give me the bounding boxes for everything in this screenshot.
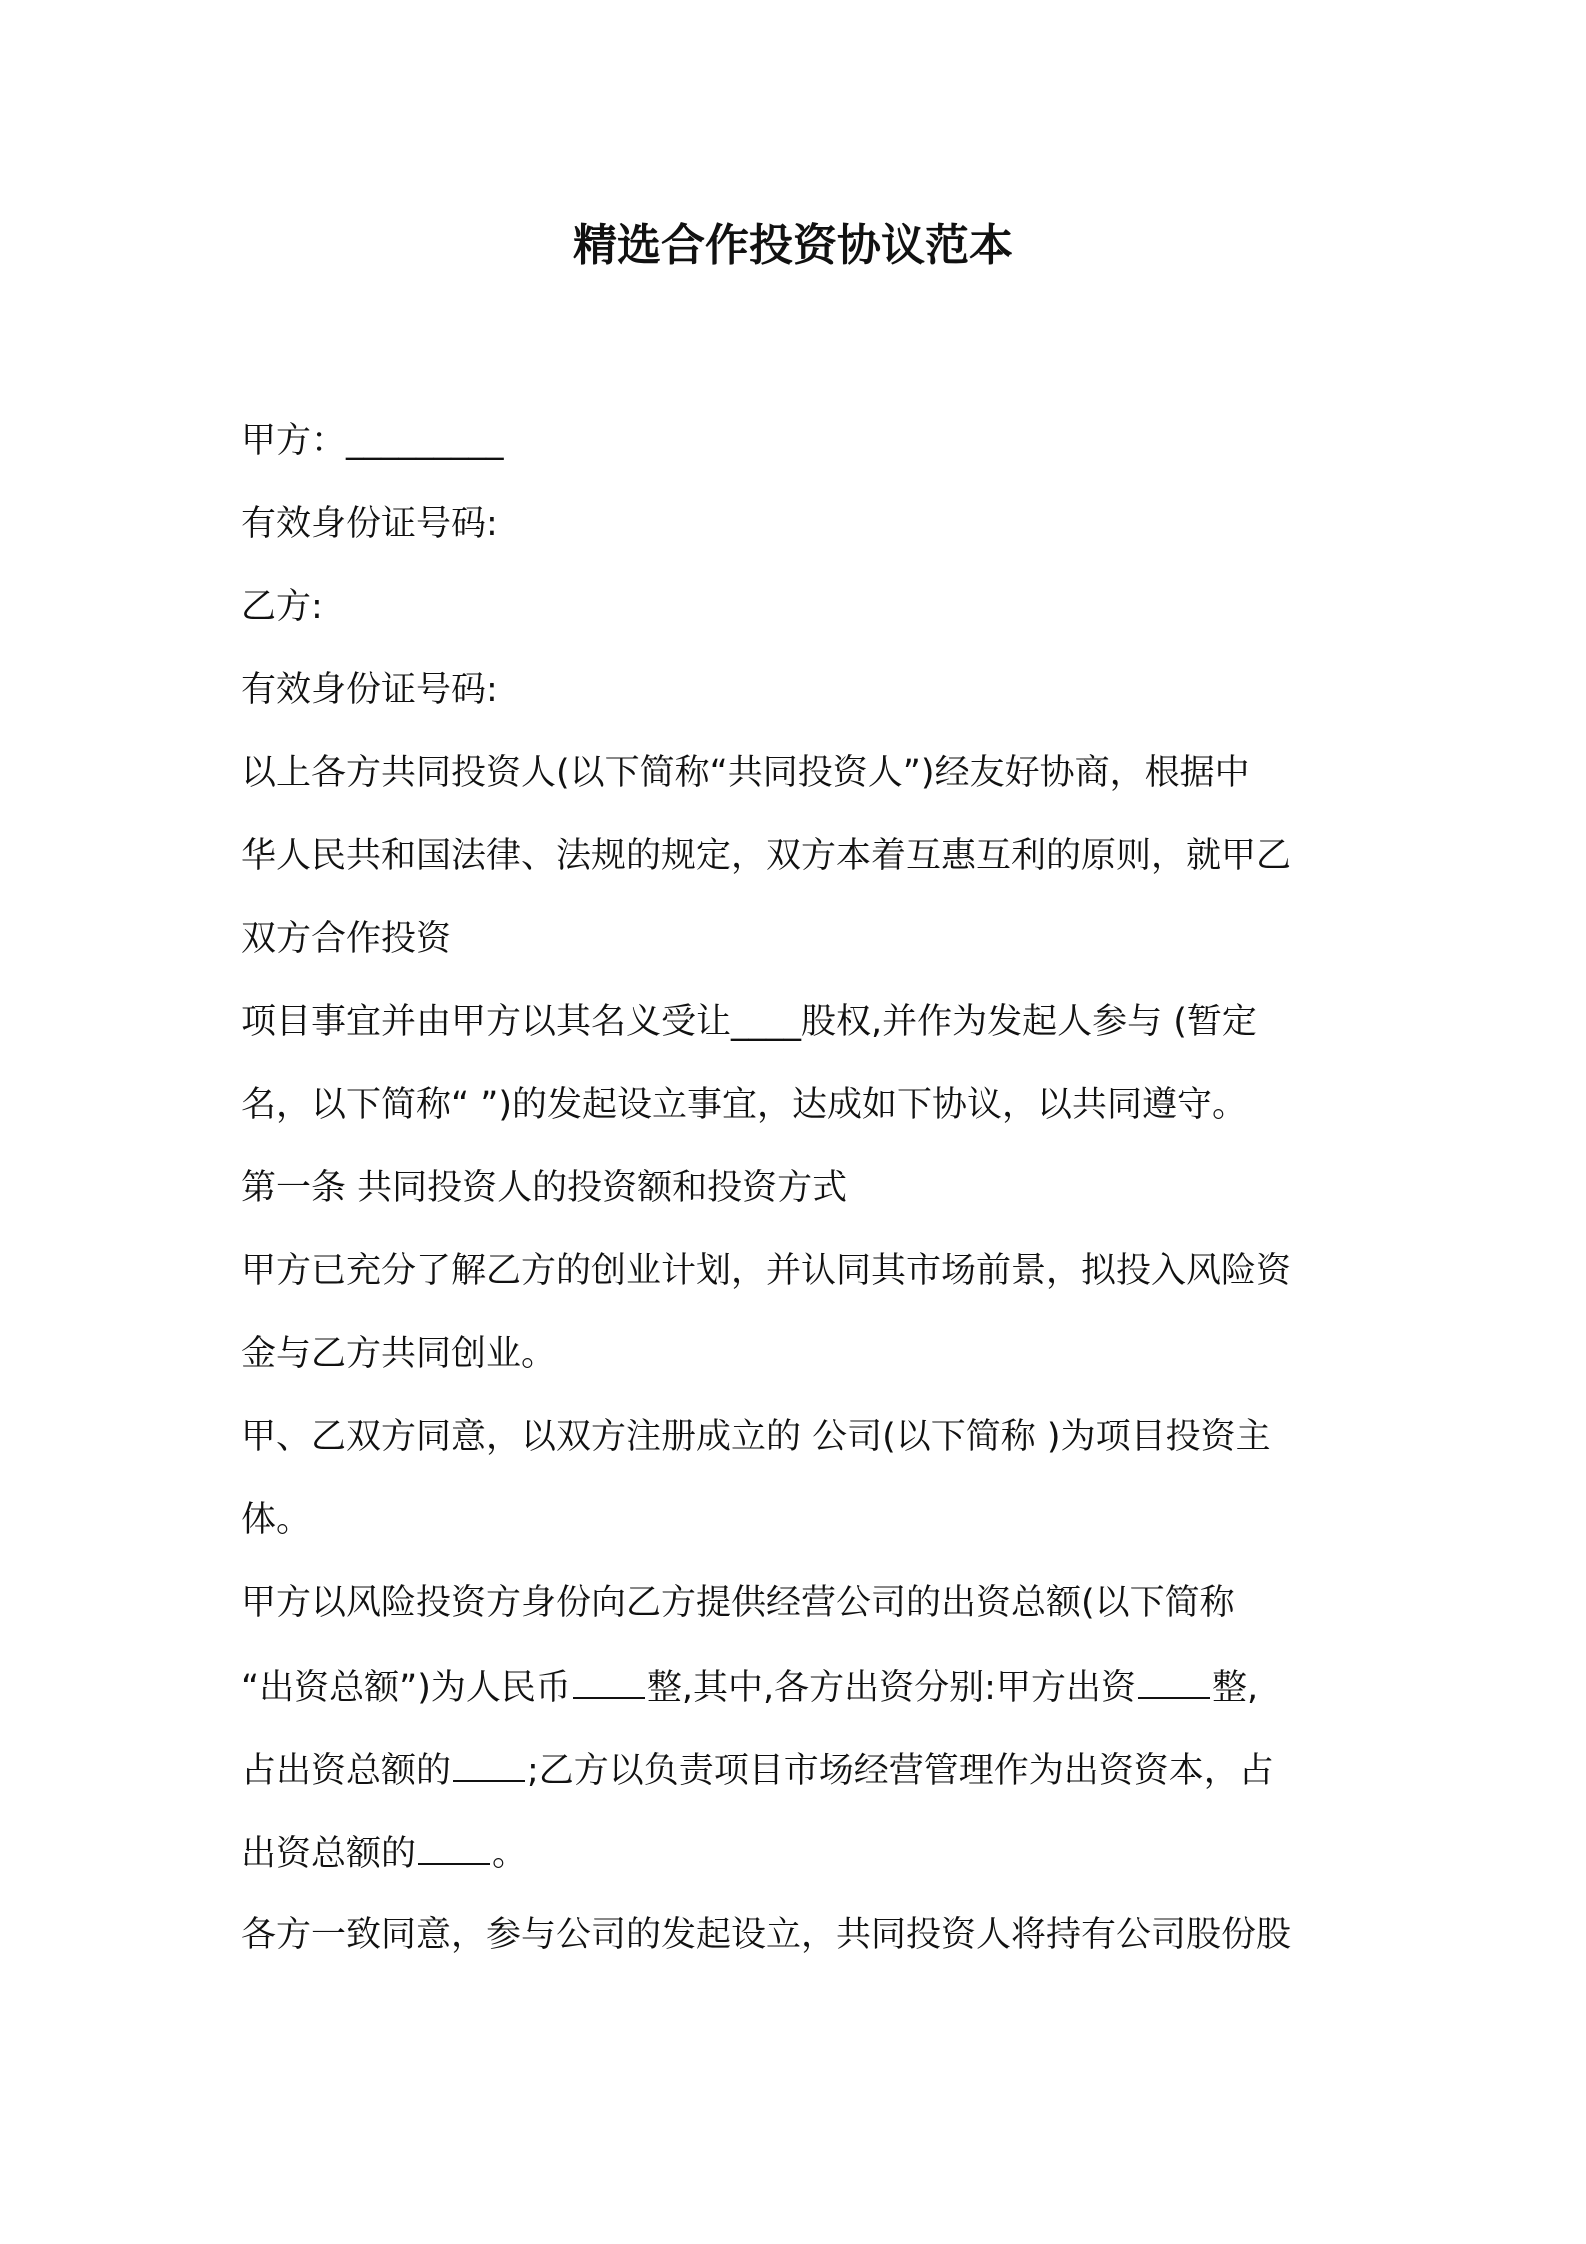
paragraph-line: 项目事宜并由甲方以其名义受让____股权,并作为发起人参与 (暂定 [241, 1002, 1257, 1042]
article-heading: 第一条 共同投资人的投资额和投资方式 [241, 1168, 848, 1208]
paragraph-line: 华人民共和国法律、法规的规定，双方本着互惠互利的原则，就甲乙 [241, 836, 1292, 876]
share-blank [418, 1829, 490, 1865]
paragraph-line: 甲方以风险投资方身份向乙方提供经营公司的出资总额(以下简称 [241, 1583, 1235, 1623]
amount-blank [573, 1663, 645, 1699]
paragraph-line: 双方合作投资 [241, 919, 452, 959]
paragraph-line: 各方一致同意，参与公司的发起设立，共同投资人将持有公司股份股 [241, 1915, 1292, 1955]
paragraph-line: 名，以下简称“ ”)的发起设立事宜，达成如下协议，以共同遵守。 [241, 1085, 1248, 1125]
paragraph-line: 甲方已充分了解乙方的创业计划，并认同其市场前景，拟投入风险资 [241, 1251, 1292, 1291]
capital-share-text: 出资总额的 [241, 1834, 417, 1874]
document-title: 精选合作投资协议范本 [573, 220, 1013, 271]
party-b-id-line: 有效身份证号码: [241, 670, 498, 710]
paragraph-line: 以上各方共同投资人(以下简称“共同投资人”)经友好协商，根据中 [241, 753, 1250, 793]
party-b-line: 乙方: [241, 587, 323, 627]
capital-amount-text: 整, [1211, 1668, 1259, 1708]
capital-amount-text: “出资总额”)为人民币 [241, 1668, 571, 1708]
capital-share-text: 占出资总额的 [241, 1751, 452, 1791]
capital-share-text: ;乙方以负责项目市场经营管理作为出资资本，占 [527, 1751, 1274, 1791]
capital-amount-line [241, 1663, 1258, 1711]
capital-share-line [241, 1829, 527, 1877]
party-a-line: 甲方：_________ [241, 421, 504, 461]
capital-share-line [241, 1746, 1274, 1794]
capital-share-text: 。 [492, 1834, 528, 1874]
paragraph-line: 金与乙方共同创业。 [241, 1334, 557, 1374]
share-blank [453, 1746, 525, 1782]
paragraph-line: 甲、乙双方同意，以双方注册成立的 公司(以下简称 )为项目投资主 [241, 1417, 1271, 1457]
capital-amount-text: 整,其中,各方出资分别:甲方出资 [646, 1668, 1136, 1708]
amount-blank [1138, 1663, 1210, 1699]
paragraph-line: 体。 [241, 1500, 312, 1540]
party-a-id-line: 有效身份证号码: [241, 504, 498, 544]
